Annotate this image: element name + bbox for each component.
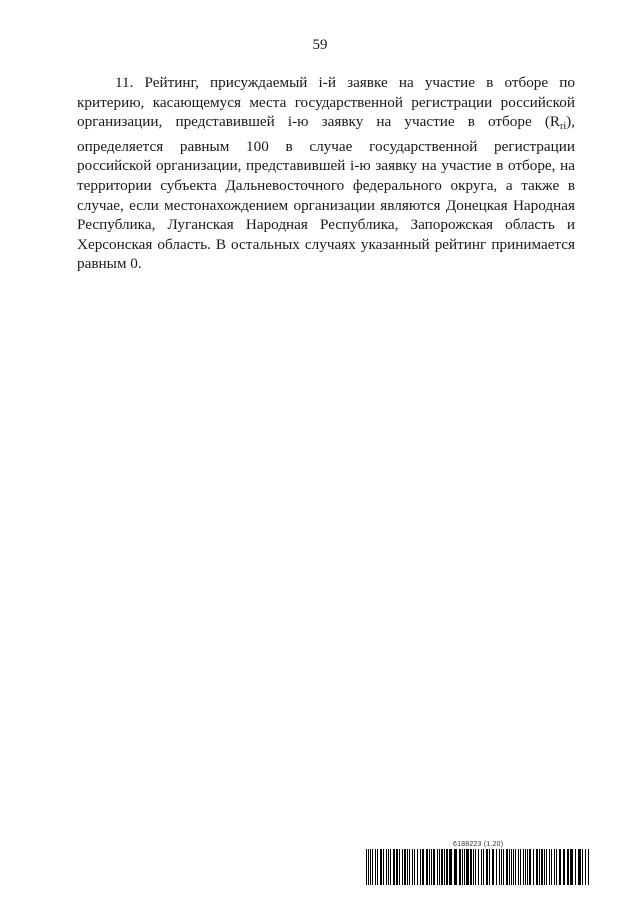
paragraph-rating-criterion <box>77 73 575 274</box>
paragraph-lead: 11. Рейтинг, присуждаемый i-й заявке на участие в отборе по критерию, касающемуся места государственной регистрации российской организации, представившей i-ю заявку на участие в отборе ( <box>77 74 575 131</box>
paragraph-tail: ), определяется равным 100 в случае государственной регистрации российской организации, представившей i-ю заявку на участие в отборе, на территории субъекта Дальневосточного федерального округа, а также в случае, если местонахождением организации являются Донецкая Народная Республика, Луганская Народная Республика, Запорожская область и Херсонская область. В остальных случаях указанный рейтинг принимается равным 0. <box>77 113 575 273</box>
barcode-image <box>366 849 592 885</box>
rating-symbol: $R_{ri}$ <box>549 113 567 133</box>
barcode-caption: 6188223 (1.20) <box>453 841 504 848</box>
page-number: 59 <box>312 37 328 53</box>
